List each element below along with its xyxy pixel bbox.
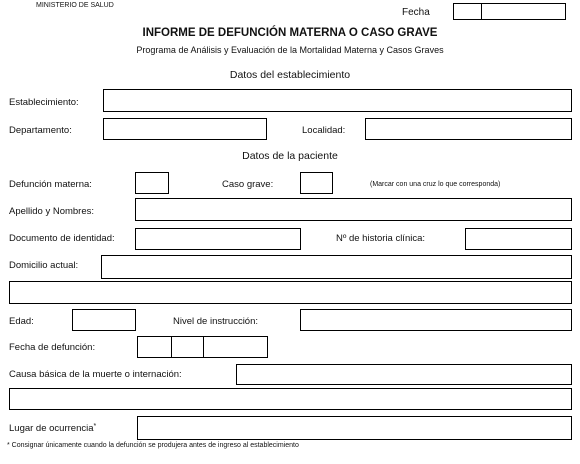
- lugar-label-text: Lugar de ocurrencia: [9, 423, 94, 434]
- apellido-label: Apellido y Nombres:: [9, 206, 95, 217]
- domicilio-input-line1[interactable]: [101, 255, 572, 279]
- localidad-input[interactable]: [365, 118, 572, 140]
- edad-label: Edad:: [9, 316, 34, 327]
- nivel-label: Nivel de instrucción:: [173, 316, 259, 327]
- caso-grave-checkbox[interactable]: [300, 172, 333, 194]
- localidad-label: Localidad:: [302, 125, 346, 136]
- documento-label: Documento de identidad:: [9, 233, 115, 244]
- form-title: INFORME DE DEFUNCIÓN MATERNA O CASO GRAVE: [142, 27, 438, 39]
- fecha-defuncion-divider-2: [203, 337, 204, 357]
- departamento-input[interactable]: [103, 118, 267, 140]
- departamento-label: Departamento:: [9, 125, 72, 136]
- establecimiento-input[interactable]: [103, 89, 572, 112]
- causa-input-line1[interactable]: [236, 364, 572, 385]
- historia-input[interactable]: [465, 228, 572, 250]
- section-establishment-heading: Datos del establecimiento: [229, 69, 351, 81]
- fecha-label: Fecha: [402, 7, 430, 18]
- fecha-defuncion-divider-1: [171, 337, 172, 357]
- edad-input[interactable]: [72, 309, 136, 331]
- documento-input[interactable]: [135, 228, 301, 250]
- establecimiento-label: Establecimiento:: [9, 97, 79, 108]
- fecha-defuncion-input[interactable]: [137, 336, 268, 358]
- form-subtitle: Programa de Análisis y Evaluación de la Mortalidad Materna y Casos Graves: [136, 45, 444, 55]
- defuncion-materna-label: Defunción materna:: [9, 179, 92, 190]
- lugar-input[interactable]: [137, 416, 572, 440]
- ministry-label: MINISTERIO DE SALUD: [36, 2, 114, 9]
- apellido-input[interactable]: [135, 198, 572, 221]
- fecha-input[interactable]: [453, 3, 566, 20]
- lugar-marker: *: [93, 423, 97, 430]
- lugar-label: [9, 423, 96, 434]
- causa-label: Causa básica de la muerte o internación:: [9, 369, 182, 380]
- fecha-divider: [481, 4, 482, 19]
- section-patient-heading: Datos de la paciente: [242, 150, 338, 162]
- mark-note: (Marcar con una cruz lo que corresponda): [370, 181, 501, 188]
- causa-input-line2[interactable]: [9, 388, 572, 410]
- footnote: * Consignar únicamente cuando la defunción se produjera antes de ingreso al establecimiento: [7, 442, 299, 449]
- fecha-defuncion-label: Fecha de defunción:: [9, 342, 96, 353]
- historia-label: Nº de historia clínica:: [336, 233, 426, 244]
- nivel-input[interactable]: [300, 309, 572, 331]
- domicilio-label: Domicilio actual:: [9, 260, 79, 271]
- domicilio-input-line2[interactable]: [9, 281, 572, 304]
- caso-grave-label: Caso grave:: [222, 179, 274, 190]
- defuncion-materna-checkbox[interactable]: [135, 172, 169, 194]
